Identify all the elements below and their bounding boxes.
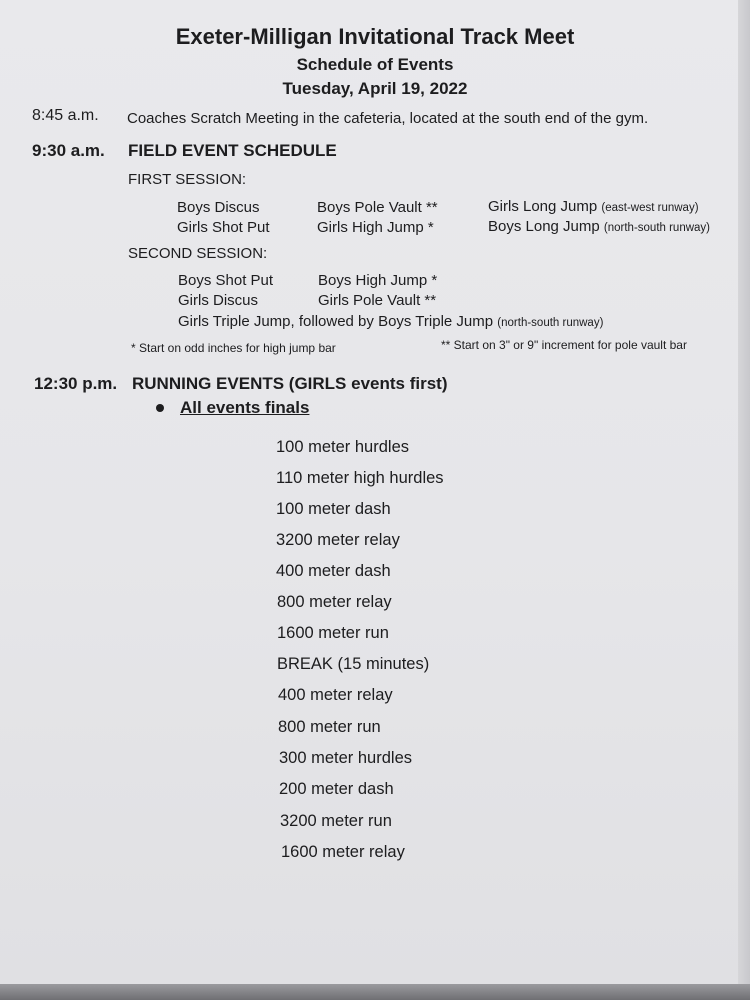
document-title: Exeter-Milligan Invitational Track Meet <box>175 24 575 49</box>
first-session-event: Boys Discus <box>177 199 260 216</box>
second-session-event: Boys Shot Put <box>178 272 274 289</box>
running-event: BREAK (15 minutes) <box>277 655 430 673</box>
finals-note: All events finals <box>180 398 310 417</box>
second-session-event: Boys High Jump * <box>318 272 438 289</box>
triple-jump-event <box>178 313 603 330</box>
first-session-event <box>488 218 710 235</box>
first-session-event: Boys Pole Vault ** <box>317 199 438 216</box>
table-shadow <box>0 984 750 1000</box>
high-jump-footnote: * Start on odd inches for high jump bar <box>131 341 336 355</box>
running-event: 100 meter dash <box>276 500 391 518</box>
coaches-meeting-text: Coaches Scratch Meeting in the cafeteria, located at the south end of the gym. <box>127 110 649 127</box>
second-session-event: Girls Discus <box>178 292 259 309</box>
first-session-event: Girls Shot Put <box>177 219 270 236</box>
running-event: 800 meter run <box>278 718 381 736</box>
event-name: Boys Long Jump <box>488 218 600 235</box>
running-events-heading: RUNNING EVENTS (GIRLS events first) <box>132 374 448 393</box>
first-session-event <box>488 198 699 215</box>
first-session-event: Girls High Jump * <box>317 219 434 236</box>
background-edge <box>738 0 750 1000</box>
document-subtitle: Schedule of Events <box>296 55 454 74</box>
running-event: 100 meter hurdles <box>276 438 409 456</box>
pole-vault-footnote: ** Start on 3" or 9" increment for pole vault bar <box>441 338 687 352</box>
running-event: 400 meter relay <box>278 686 393 704</box>
running-event: 800 meter relay <box>277 593 392 611</box>
running-event: 200 meter dash <box>279 780 394 798</box>
first-session-label: FIRST SESSION: <box>128 171 247 188</box>
bullet-icon <box>156 404 164 412</box>
runway-note: (north-south runway) <box>603 222 711 234</box>
second-session-label: SECOND SESSION: <box>128 245 268 262</box>
event-name: Girls Long Jump <box>488 198 598 215</box>
running-event: 1600 meter run <box>277 624 389 642</box>
second-session-event: Girls Pole Vault ** <box>318 292 437 309</box>
running-event: 110 meter high hurdles <box>276 469 444 487</box>
running-event: 3200 meter run <box>280 812 392 830</box>
running-events-time: 12:30 p.m. <box>34 374 118 393</box>
runway-note: (north-south runway) <box>497 317 604 329</box>
running-event: 400 meter dash <box>276 562 391 580</box>
field-events-heading: FIELD EVENT SCHEDULE <box>128 141 337 160</box>
runway-note: (east-west runway) <box>601 202 699 214</box>
event-name: Girls Triple Jump, followed by Boys Triple Jump <box>178 313 494 330</box>
event-date: Tuesday, April 19, 2022 <box>282 79 468 98</box>
field-events-time: 9:30 a.m. <box>32 141 105 160</box>
running-event: 3200 meter relay <box>276 531 400 549</box>
coaches-meeting-time: 8:45 a.m. <box>32 107 99 124</box>
running-event: 1600 meter relay <box>281 843 405 861</box>
running-event: 300 meter hurdles <box>279 749 412 767</box>
